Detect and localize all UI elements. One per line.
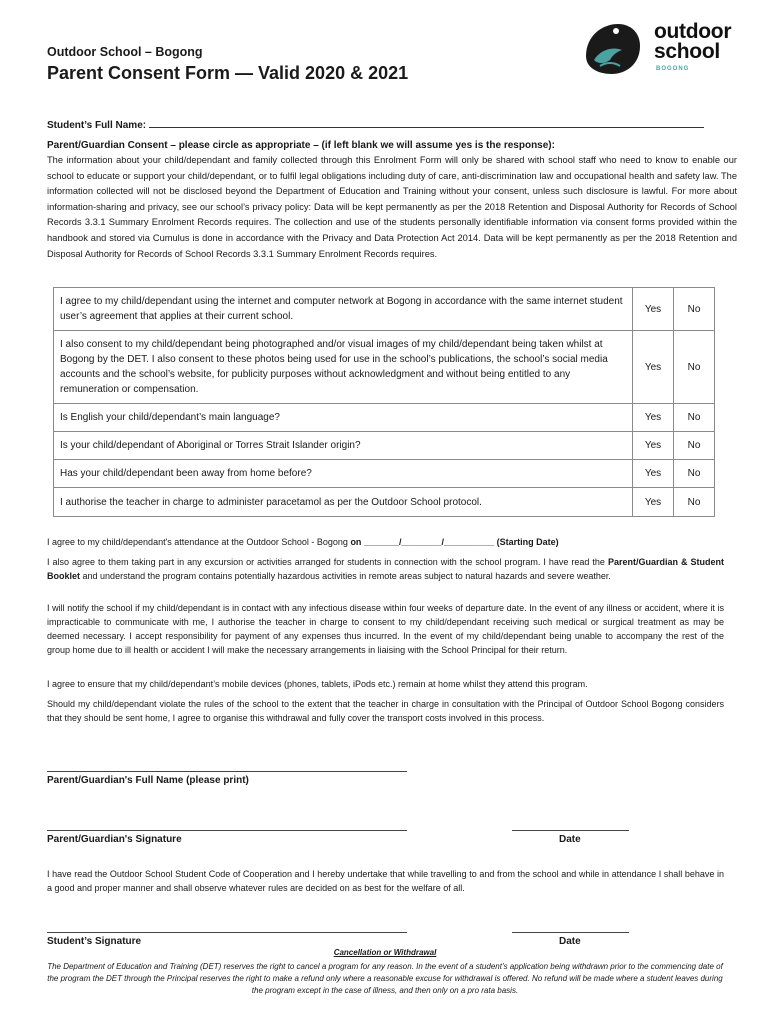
- question-text: Is your child/dependant of Aboriginal or Torres Strait Islander origin?: [54, 432, 633, 460]
- table-row: [54, 331, 715, 404]
- no-option[interactable]: No: [674, 432, 715, 460]
- outdoor-school-logo: [578, 16, 748, 78]
- yes-option[interactable]: Yes: [633, 331, 674, 404]
- parent-date-label: Date: [559, 834, 581, 845]
- question-text: I agree to my child/dependant using the internet and computer network at Bogong in accordance with the same internet student user’s agreement that applies at their current school.: [54, 288, 633, 331]
- attendance-on: on: [350, 537, 362, 547]
- parent-signature-label: Parent/Guardian's Signature: [47, 834, 182, 845]
- starting-date-field[interactable]: _______/________/__________: [363, 537, 495, 547]
- starting-date-label: (Starting Date): [496, 537, 559, 547]
- student-date-label: Date: [559, 936, 581, 947]
- footer-title: Cancellation or Withdrawal: [333, 948, 437, 957]
- question-text: Is English your child/dependant’s main language?: [54, 404, 633, 432]
- rules-statement: Should my child/dependant violate the rules of the school to the extent that the teacher in charge in consultation with the Principal of Outdoor School Bogong considers that they should be sent home, I agree to organise this withdrawal and fully cover the transport costs involved in this process.: [47, 699, 724, 723]
- excursion-statement: [47, 555, 724, 583]
- table-row: [54, 460, 715, 488]
- yes-option[interactable]: Yes: [633, 432, 674, 460]
- notify-statement: I will notify the school if my child/dependant is in contact with any infectious disease within four weeks of departure date. In the event of any illness or accident, where it is impracticable to communicate with me, I authorise the teacher in charge to consent to my child/dependant receiving such medical or surgical treatment as may be deemed necessary. I accept responsibility for payment of any expenses thus incurred. In the event of my child/dependant being unable to accompany the rest of the group home due to ill health or accident I will make the necessary arrangements in liaising with the School Principal for their return.: [47, 603, 724, 655]
- consent-heading: Parent/Guardian Consent – please circle as appropriate – (if left blank we will assume yes is the response):: [47, 140, 555, 151]
- logo-sub: BOGONG: [656, 66, 690, 72]
- footer-text: The Department of Education and Training (DET) reserves the right to cancel a program for any reason. In the event of a student’s application being withdrawn prior to the commencing date of the program the DET through the Principal reserves the right to make a refund only where a reasonable excuse for withdrawal is offered. No refund will be made where a student leaves during the program except in the case of illness, and then only on a pro rata basis.: [47, 962, 723, 995]
- yes-option[interactable]: Yes: [633, 288, 674, 331]
- student-name-line[interactable]: [149, 117, 704, 128]
- attendance-statement: [47, 535, 724, 549]
- table-row: [54, 432, 715, 460]
- privacy-text: The information about your child/dependant and family collected through this Enrolment Form will only be shared with school staff who need to know to enable our school to educate or support your child/dependant, or to fulfil legal obligations including duty of care, anti-discrimination law and occupational health and safety law. The information collected will not be disclosed beyond the Department of Education and Training without your consent, unless such disclosure is lawful. For more about information-sharing and privacy, see our school’s privacy policy: Data will be kept permanently as per the 2018 Retention and Disposal Authority for Records of School Records 3.3.1 Summary Enrolment Records requires. The collection and use of the students personally identifiable information via consent forms provided within the handbook and stored via Cumulus is done in accordance with the Privacy and Data Protection Act 2014. Data will be kept permanently as per the 2018 Retention and Disposal Authority for Records of School Records 3.3.1 Summary Enrolment Records requires.: [47, 155, 737, 259]
- student-name-label: Student’s Full Name:: [47, 120, 147, 131]
- no-option[interactable]: No: [674, 404, 715, 432]
- excursion-text-2: and understand the program contains potentially hazardous activities in remote areas subject to natural hazards and severe weather.: [82, 571, 611, 581]
- student-signature-label: Student’s Signature: [47, 936, 142, 947]
- yes-option[interactable]: Yes: [633, 404, 674, 432]
- logo-line-1: outdoor: [654, 20, 732, 43]
- booklet-name: Parent/Guardian & Student Booklet: [47, 557, 724, 581]
- no-option[interactable]: No: [674, 331, 715, 404]
- attendance-prefix: I agree to my child/dependant's attendance at the Outdoor School - Bogong: [47, 537, 348, 547]
- yes-option[interactable]: Yes: [633, 460, 674, 488]
- student-signature-line[interactable]: [47, 931, 407, 933]
- school-label: Outdoor School – Bogong: [47, 45, 203, 59]
- parent-signature-line[interactable]: [47, 829, 407, 831]
- table-row: [54, 488, 715, 517]
- logo-line-2: school: [654, 40, 720, 63]
- excursion-text-1: I also agree to them taking part in any excursion or activities arranged for students in connection with the school program. I have read the: [47, 557, 605, 567]
- student-name-field[interactable]: [47, 117, 719, 131]
- table-row: [54, 404, 715, 432]
- question-text: I also consent to my child/dependant being photographed and/or visual images of my child/dependant being taken whilst at Bogong by the DET. I also consent to these photos being used for use in the school’s publications, the school’s social media accounts and the school’s website, for publicity purposes without acknowledgment and without being entitled to any remuneration or compensation.: [54, 331, 633, 404]
- table-row: [54, 288, 715, 331]
- no-option[interactable]: No: [674, 488, 715, 517]
- bird-logo-icon: [578, 16, 652, 78]
- consent-questions-table: [53, 287, 715, 517]
- code-of-cooperation-statement: I have read the Outdoor School Student Code of Cooperation and I hereby undertake that while travelling to and from the school and while in attendance I shall behave in a good and proper manner and shall observe whatever rules are decided on as best for the welfare of all.: [47, 869, 724, 893]
- parent-date-line[interactable]: [512, 829, 629, 831]
- no-option[interactable]: No: [674, 288, 715, 331]
- yes-option[interactable]: Yes: [633, 488, 674, 517]
- question-text: Has your child/dependant been away from home before?: [54, 460, 633, 488]
- devices-statement: I agree to ensure that my child/dependant’s mobile devices (phones, tablets, iPods etc.) remain at home whilst they attend this program.: [47, 679, 588, 689]
- student-date-line[interactable]: [512, 931, 629, 933]
- page-title: Parent Consent Form — Valid 2020 & 2021: [47, 63, 409, 83]
- no-option[interactable]: No: [674, 460, 715, 488]
- parent-name-line[interactable]: [47, 770, 407, 772]
- parent-name-label: Parent/Guardian's Full Name (please print): [47, 775, 249, 786]
- question-text: I authorise the teacher in charge to administer paracetamol as per the Outdoor School protocol.: [54, 488, 633, 517]
